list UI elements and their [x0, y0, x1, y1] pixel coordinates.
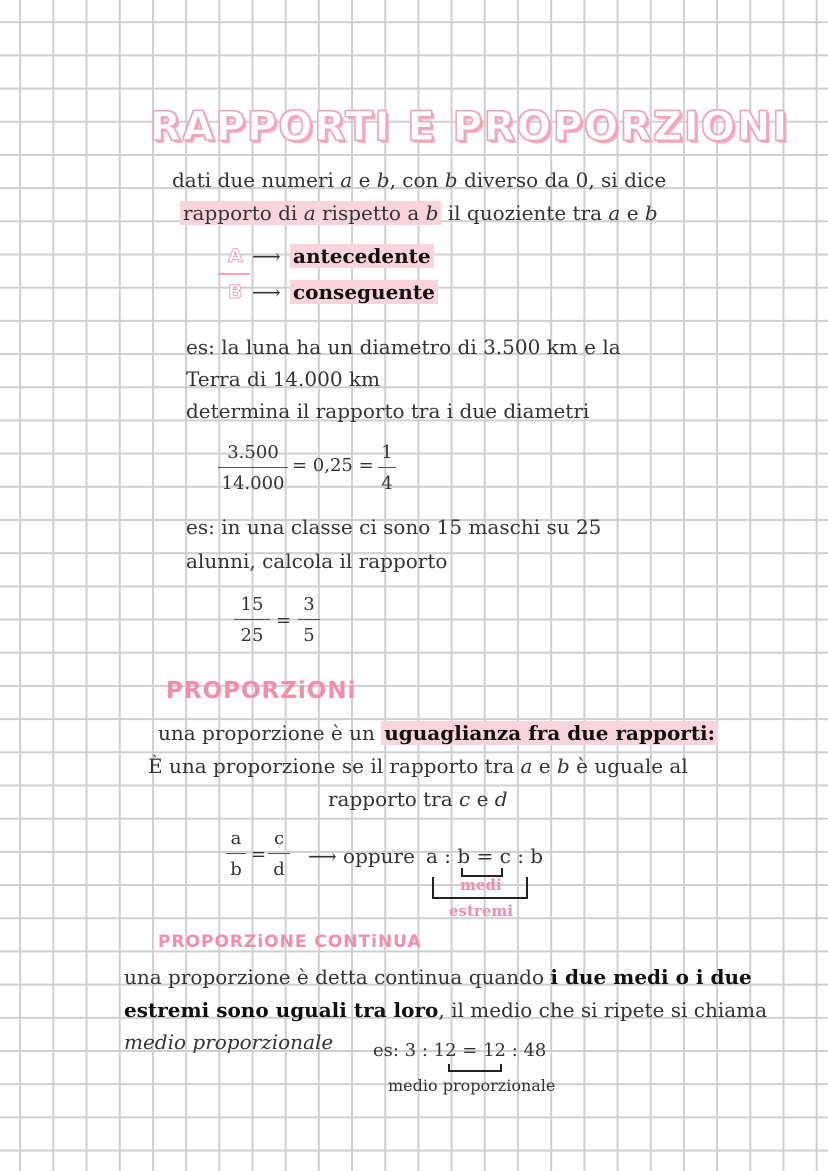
example1-equals: = 0,25 =: [292, 455, 374, 476]
var-a: a: [520, 754, 533, 778]
example1-line-3: determina il rapporto tra i due diametri: [186, 399, 590, 423]
fraction-numerator: 3: [303, 594, 315, 615]
example1-fraction-2: [378, 442, 396, 494]
fraction-bar: [226, 853, 246, 854]
intro-text: , con: [389, 168, 445, 192]
term-antecedente: antecedente: [290, 244, 434, 268]
section-heading-proporzioni: PROPORZiONi: [166, 678, 357, 704]
proporzioni-line-3: rapporto tra c e d: [328, 787, 508, 811]
bold-medi-estremi: i due medi o i due: [550, 965, 752, 989]
fraction-denominator: d: [273, 859, 285, 880]
continua-example: es: 3 : 12 = 12 : 48: [373, 1040, 547, 1061]
term-den-letter: B: [228, 281, 243, 303]
proporzioni-fraction-2: [268, 828, 290, 880]
fraction-numerator: c: [273, 828, 285, 849]
intro-text: e: [620, 201, 645, 225]
continua-line-1: una proporzione è detta continua quando i due medi o i due: [124, 965, 752, 989]
intro-text: il quoziente tra: [441, 201, 609, 225]
var-b: b: [444, 168, 458, 192]
intro-text: dati due numeri: [172, 168, 341, 192]
intro-text: diverso da 0, si dice: [457, 168, 667, 192]
proporzioni-line-2: È una proporzione se il rapporto tra a e b è uguale al: [148, 754, 688, 778]
medi-label: medi: [460, 876, 502, 894]
colon-proportion: a : b = c : b: [426, 844, 544, 868]
fraction-numerator: 1: [381, 442, 393, 463]
var-a: a: [608, 201, 621, 225]
fraction-denominator: b: [230, 859, 242, 880]
fraction-denominator: 4: [381, 473, 393, 494]
continua-line-2: estremi sono uguali tra loro, il medio che si ripete si chiama: [124, 998, 768, 1022]
var-c: c: [459, 787, 471, 811]
page-title: RAPPORTI E PROPORZIONI: [150, 104, 790, 150]
medio-bracket: [448, 1064, 502, 1072]
fraction-denominator: 5: [303, 625, 315, 646]
term-num-letter: A: [228, 245, 243, 267]
var-b: b: [376, 168, 390, 192]
fraction-bar: [268, 853, 290, 854]
continua-line-3: medio proporzionale: [124, 1030, 334, 1054]
example2-equals: =: [276, 610, 292, 631]
section-heading-continua: PROPORZiONE CONTiNUA: [158, 932, 422, 952]
intro-line-2: [180, 201, 658, 225]
var-d: d: [494, 787, 508, 811]
intro-line-1: [172, 168, 666, 192]
bold-uguali: estremi sono uguali tra loro: [124, 998, 439, 1022]
example1-fraction-1: [218, 442, 288, 494]
highlight-rapporto: rapporto di a rispetto a b: [180, 201, 441, 225]
proporzioni-line-1: una proporzione è un uguaglianza fra due rapporti:: [158, 721, 718, 745]
arrow-icon: ⟶: [252, 244, 281, 268]
estremi-label: estremi: [449, 902, 513, 920]
fraction-bar: [234, 619, 270, 620]
example1-line-2: Terra di 14.000 km: [186, 367, 381, 391]
fraction-numerator: 3.500: [227, 442, 279, 463]
var-b: b: [644, 201, 658, 225]
proporzioni-fraction-1: [226, 828, 246, 880]
estremi-bracket: [432, 877, 528, 899]
oppure-label: ⟶ oppure: [308, 844, 415, 868]
var-a: a: [340, 168, 353, 192]
example2-fraction-2: [298, 594, 320, 646]
fraction-bar: [378, 467, 396, 468]
intro-text: e: [352, 168, 377, 192]
highlight-uguaglianza: uguaglianza fra due rapporti:: [381, 721, 718, 745]
example1-line-1: es: la luna ha un diametro di 3.500 km e la: [186, 335, 621, 359]
fraction-bar: [218, 467, 288, 468]
proporzioni-equals: =: [251, 844, 267, 865]
term-conseguente: conseguente: [290, 280, 438, 304]
fraction-denominator: 14.000: [221, 473, 285, 494]
term-fraction-bar: [218, 273, 250, 275]
example2-line-2: alunni, calcola il rapporto: [186, 549, 448, 573]
medio-proporzionale-label: medio proporzionale: [388, 1076, 556, 1095]
arrow-icon: ⟶: [252, 280, 281, 304]
example2-line-1: es: in una classe ci sono 15 maschi su 25: [186, 515, 602, 539]
var-b: b: [556, 754, 570, 778]
fraction-numerator: a: [230, 828, 242, 849]
fraction-numerator: 15: [240, 594, 264, 615]
fraction-denominator: 25: [240, 625, 264, 646]
fraction-bar: [298, 619, 320, 620]
example2-fraction-1: [234, 594, 270, 646]
